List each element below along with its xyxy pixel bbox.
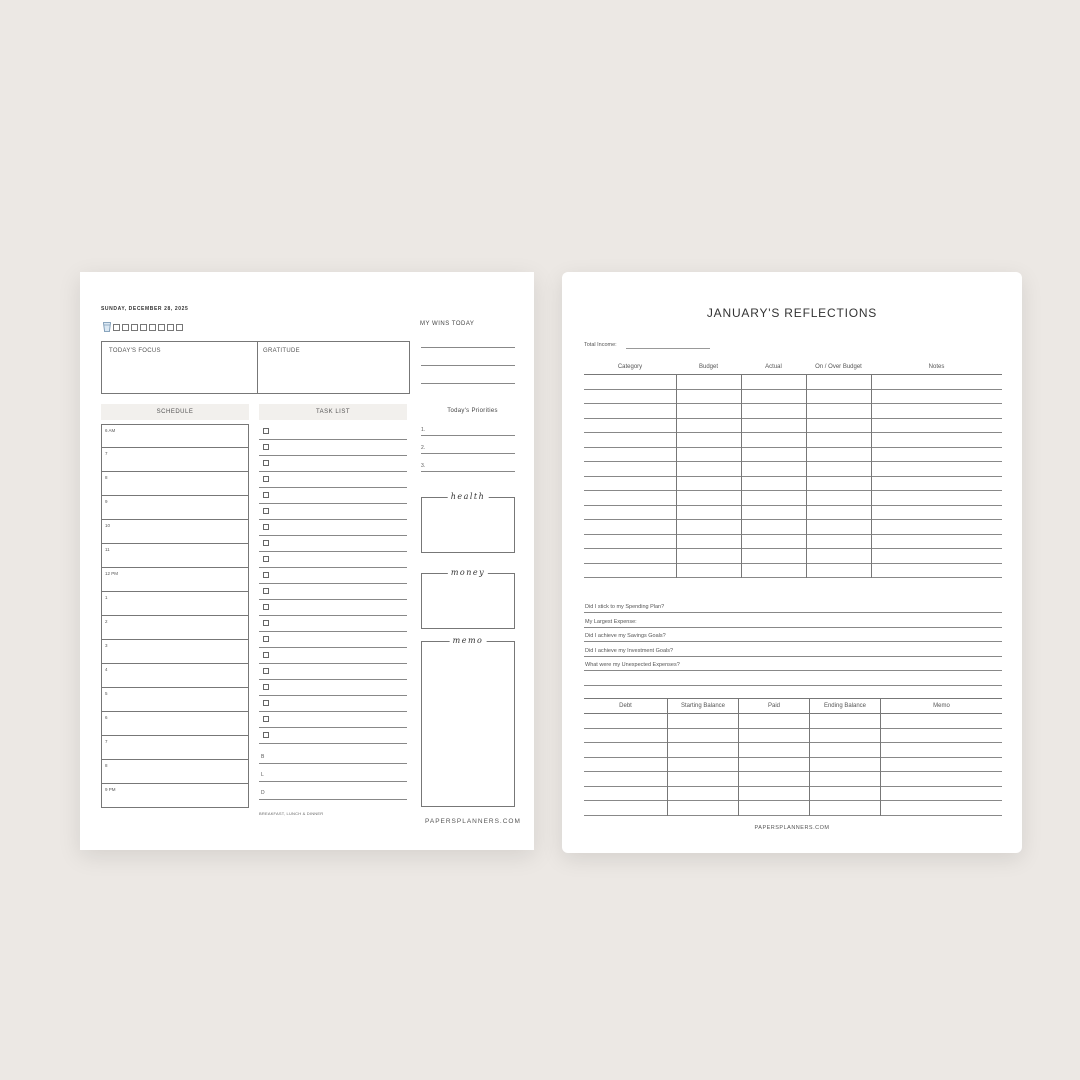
task-checkbox[interactable]: [263, 700, 269, 706]
budget-cell[interactable]: [676, 389, 741, 404]
budget-cell[interactable]: [871, 375, 1002, 390]
budget-row: [584, 563, 1002, 578]
footer-brand: PAPERSPLANNERS.COM: [425, 818, 521, 825]
task-checkbox[interactable]: [263, 716, 269, 722]
wins-line: [421, 347, 515, 348]
debt-cell[interactable]: [810, 714, 881, 729]
budget-cell[interactable]: [741, 375, 806, 390]
task-checkbox[interactable]: [263, 588, 269, 594]
schedule-hour-label: 11: [105, 547, 110, 552]
budget-cell[interactable]: [676, 491, 741, 506]
memo-title: memo: [450, 636, 487, 645]
budget-row: [584, 476, 1002, 491]
schedule-row[interactable]: [101, 472, 249, 496]
question-label: My Largest Expense:: [585, 618, 637, 625]
budget-cell[interactable]: [741, 563, 806, 578]
gratitude-label: GRATITUDE: [263, 348, 300, 354]
budget-cell[interactable]: [806, 447, 871, 462]
debt-cell[interactable]: [739, 772, 810, 787]
schedule-row[interactable]: [101, 496, 249, 520]
budget-row: [584, 375, 1002, 390]
budget-cell[interactable]: [871, 563, 1002, 578]
debt-cell[interactable]: [584, 743, 668, 758]
water-checkbox[interactable]: [122, 324, 129, 331]
reflections-page: [562, 272, 1022, 853]
budget-cell[interactable]: [806, 462, 871, 477]
budget-cell[interactable]: [806, 404, 871, 419]
wins-line: [421, 365, 515, 366]
budget-cell[interactable]: [741, 505, 806, 520]
budget-cell[interactable]: [806, 505, 871, 520]
budget-cell[interactable]: [676, 462, 741, 477]
budget-cell[interactable]: [806, 534, 871, 549]
task-row[interactable]: [259, 648, 407, 664]
debt-body: [584, 714, 1002, 816]
debt-cell[interactable]: [739, 714, 810, 729]
focus-divider: [257, 342, 258, 393]
budget-cell[interactable]: [871, 404, 1002, 419]
question-label: Did I stick to my Spending Plan?: [585, 604, 665, 610]
schedule-row[interactable]: [101, 568, 249, 592]
schedule-hour-label: 9: [105, 499, 108, 504]
debt-cell[interactable]: [881, 714, 1003, 729]
budget-cell[interactable]: [806, 433, 871, 448]
water-checkbox[interactable]: [158, 324, 165, 331]
budget-cell[interactable]: [806, 549, 871, 564]
budget-cell[interactable]: [871, 389, 1002, 404]
task-checkbox[interactable]: [263, 524, 269, 530]
task-row[interactable]: [259, 632, 407, 648]
debt-cell[interactable]: [881, 786, 1003, 801]
income-label: Total Income:: [584, 342, 617, 348]
schedule-row[interactable]: [101, 520, 249, 544]
schedule-row[interactable]: [101, 640, 249, 664]
task-checkbox[interactable]: [263, 636, 269, 642]
budget-cell[interactable]: [584, 563, 676, 578]
schedule-row[interactable]: [101, 424, 249, 448]
schedule-hour-label: 1: [105, 595, 108, 600]
debt-row: [584, 801, 1002, 816]
debt-cell[interactable]: [739, 786, 810, 801]
budget-cell[interactable]: [806, 389, 871, 404]
budget-cell[interactable]: [871, 491, 1002, 506]
debt-cell[interactable]: [881, 728, 1003, 743]
budget-cell[interactable]: [676, 404, 741, 419]
task-row[interactable]: [259, 424, 407, 440]
budget-cell[interactable]: [584, 433, 676, 448]
water-checkbox[interactable]: [149, 324, 156, 331]
water-checkbox[interactable]: [140, 324, 147, 331]
debt-cell[interactable]: [668, 743, 739, 758]
budget-row: [584, 433, 1002, 448]
debt-cell[interactable]: [739, 757, 810, 772]
budget-row: [584, 505, 1002, 520]
wins-line: [421, 383, 515, 384]
debt-cell[interactable]: [881, 743, 1003, 758]
task-checkbox[interactable]: [263, 620, 269, 626]
water-checkbox[interactable]: [176, 324, 183, 331]
question-row[interactable]: [584, 613, 1002, 628]
debt-cell[interactable]: [881, 801, 1003, 816]
money-box: [421, 568, 515, 629]
water-checkbox[interactable]: [131, 324, 138, 331]
budget-cell[interactable]: [871, 505, 1002, 520]
schedule-hour-label: 6 AM: [105, 428, 116, 433]
debt-header-row: [584, 699, 1002, 714]
header-cell: Actual: [765, 364, 782, 370]
budget-cell[interactable]: [871, 447, 1002, 462]
budget-cell[interactable]: [584, 505, 676, 520]
debt-cell[interactable]: [881, 757, 1003, 772]
budget-row: [584, 520, 1002, 535]
task-row[interactable]: [259, 696, 407, 712]
budget-table: [584, 360, 1002, 578]
task-checkbox[interactable]: [263, 604, 269, 610]
schedule-hour-label: 3: [105, 643, 108, 648]
budget-cell[interactable]: [741, 418, 806, 433]
task-checkbox[interactable]: [263, 428, 269, 434]
budget-cell[interactable]: [584, 404, 676, 419]
focus-gratitude-box: [101, 341, 410, 394]
memo-box: [421, 636, 515, 807]
debt-row: [584, 786, 1002, 801]
budget-cell[interactable]: [584, 462, 676, 477]
budget-cell[interactable]: [871, 462, 1002, 477]
schedule-row[interactable]: [101, 712, 249, 736]
debt-cell[interactable]: [584, 714, 668, 729]
debt-cell[interactable]: [739, 743, 810, 758]
budget-row: [584, 389, 1002, 404]
task-checkbox[interactable]: [263, 684, 269, 690]
budget-cell[interactable]: [584, 389, 676, 404]
header-cell: Ending Balance: [810, 699, 881, 714]
question-label: Did I achieve my Investment Goals?: [585, 647, 674, 654]
question-label: What were my Unexpected Expenses?: [585, 662, 680, 668]
task-row[interactable]: [259, 568, 407, 584]
schedule-hour-label: 9 PM: [105, 787, 116, 792]
meals-caption: BREAKFAST, LUNCH & DINNER: [259, 811, 324, 816]
priority-row: [421, 422, 515, 436]
budget-cell[interactable]: [871, 433, 1002, 448]
task-checkbox[interactable]: [263, 444, 269, 450]
budget-cell[interactable]: [741, 549, 806, 564]
budget-cell[interactable]: [584, 534, 676, 549]
debt-table: [584, 698, 1002, 816]
budget-cell[interactable]: [806, 563, 871, 578]
schedule-hour-label: 8: [105, 475, 108, 480]
schedule-column: [101, 424, 249, 808]
income-line: [626, 348, 710, 349]
budget-cell[interactable]: [741, 404, 806, 419]
budget-row: [584, 534, 1002, 549]
header-cell: Debt: [619, 703, 632, 709]
budget-row: [584, 549, 1002, 564]
debt-cell[interactable]: [810, 743, 881, 758]
task-row[interactable]: [259, 680, 407, 696]
schedule-hour-label: 7: [105, 739, 108, 744]
budget-cell[interactable]: [584, 476, 676, 491]
header-cell: Memo: [881, 699, 1003, 714]
schedule-row[interactable]: [101, 448, 249, 472]
schedule-hour-label: 7: [105, 451, 108, 456]
budget-cell[interactable]: [676, 418, 741, 433]
schedule-hour-label: 2: [105, 619, 108, 624]
question-row[interactable]: [584, 656, 1002, 671]
task-checkbox[interactable]: [263, 732, 269, 738]
task-row[interactable]: [259, 584, 407, 600]
meal-label: L: [261, 772, 264, 778]
budget-cell[interactable]: [871, 520, 1002, 535]
budget-cell[interactable]: [584, 447, 676, 462]
task-row[interactable]: [259, 520, 407, 536]
schedule-row[interactable]: [101, 760, 249, 784]
task-row[interactable]: [259, 472, 407, 488]
schedule-row[interactable]: [101, 688, 249, 712]
priorities-title: Today's Priorities: [447, 408, 498, 414]
debt-cell[interactable]: [810, 786, 881, 801]
budget-header-row: [584, 360, 1002, 375]
meal-row[interactable]: [259, 764, 407, 782]
task-row[interactable]: [259, 600, 407, 616]
health-box: [421, 492, 515, 553]
budget-cell[interactable]: [676, 505, 741, 520]
task-checkbox[interactable]: [263, 652, 269, 658]
header-cell: Starting Balance: [668, 699, 739, 714]
task-checkbox[interactable]: [263, 572, 269, 578]
debt-cell[interactable]: [810, 801, 881, 816]
budget-cell[interactable]: [806, 418, 871, 433]
task-row[interactable]: [259, 536, 407, 552]
meal-row[interactable]: [259, 782, 407, 800]
schedule-row[interactable]: [101, 784, 249, 808]
schedule-row[interactable]: [101, 544, 249, 568]
debt-cell[interactable]: [810, 728, 881, 743]
debt-row: [584, 728, 1002, 743]
priority-number: 2.: [421, 445, 426, 451]
daily-planner-page: [80, 272, 534, 850]
money-title: money: [448, 568, 488, 577]
debt-row: [584, 743, 1002, 758]
focus-label: TODAY'S FOCUS: [109, 348, 161, 354]
question-row[interactable]: [584, 642, 1002, 657]
task-checkbox[interactable]: [263, 508, 269, 514]
task-checkbox[interactable]: [263, 668, 269, 674]
debt-cell[interactable]: [668, 728, 739, 743]
water-checkbox[interactable]: [167, 324, 174, 331]
schedule-row[interactable]: [101, 664, 249, 688]
debt-cell[interactable]: [584, 757, 668, 772]
budget-cell[interactable]: [741, 520, 806, 535]
task-row[interactable]: [259, 616, 407, 632]
water-cup-icon: [103, 322, 111, 332]
budget-cell[interactable]: [806, 520, 871, 535]
schedule-hour-label: 6: [105, 715, 108, 720]
budget-cell[interactable]: [871, 418, 1002, 433]
schedule-hour-label: 12 PM: [105, 571, 119, 576]
budget-body: [584, 375, 1002, 578]
task-row[interactable]: [259, 456, 407, 472]
task-checkbox[interactable]: [263, 460, 269, 466]
debt-cell[interactable]: [668, 801, 739, 816]
task-row[interactable]: [259, 712, 407, 728]
budget-cell[interactable]: [741, 462, 806, 477]
priority-row: [421, 458, 515, 472]
budget-cell[interactable]: [676, 476, 741, 491]
task-row[interactable]: [259, 664, 407, 680]
schedule-header: SCHEDULE: [101, 404, 249, 420]
budget-cell[interactable]: [741, 447, 806, 462]
water-tracker: [103, 322, 183, 332]
header-cell: Notes: [928, 364, 945, 370]
meal-label: B: [261, 754, 265, 760]
budget-cell[interactable]: [741, 491, 806, 506]
budget-cell[interactable]: [584, 491, 676, 506]
schedule-hour-label: 4: [105, 667, 108, 672]
debt-row: [584, 714, 1002, 729]
wins-title: MY WINS TODAY: [420, 321, 475, 327]
header-cell: Budget: [698, 364, 719, 370]
priority-number: 1.: [421, 427, 426, 433]
debt-cell[interactable]: [584, 772, 668, 787]
budget-cell[interactable]: [806, 476, 871, 491]
task-checkbox[interactable]: [263, 492, 269, 498]
debt-cell[interactable]: [584, 786, 668, 801]
budget-cell[interactable]: [741, 534, 806, 549]
debt-row: [584, 757, 1002, 772]
debt-cell[interactable]: [584, 801, 668, 816]
question-row[interactable]: [584, 671, 1002, 686]
budget-cell[interactable]: [584, 418, 676, 433]
budget-row: [584, 447, 1002, 462]
debt-cell[interactable]: [739, 728, 810, 743]
header-cell: On / Over Budget: [815, 364, 862, 370]
question-label: Did I achieve my Savings Goals?: [585, 633, 666, 639]
task-checkbox[interactable]: [263, 476, 269, 482]
health-title: health: [448, 492, 489, 501]
task-row[interactable]: [259, 552, 407, 568]
question-row[interactable]: [584, 598, 1002, 613]
water-checkboxes: [113, 324, 183, 331]
task-row[interactable]: [259, 488, 407, 504]
task-row[interactable]: [259, 440, 407, 456]
budget-cell[interactable]: [584, 375, 676, 390]
task-row[interactable]: [259, 728, 407, 744]
debt-cell[interactable]: [810, 772, 881, 787]
task-list-header: TASK LIST: [259, 404, 407, 420]
debt-cell[interactable]: [810, 757, 881, 772]
budget-cell[interactable]: [676, 549, 741, 564]
meal-row[interactable]: [259, 746, 407, 764]
task-checkbox[interactable]: [263, 556, 269, 562]
budget-cell[interactable]: [806, 491, 871, 506]
budget-row: [584, 404, 1002, 419]
debt-cell[interactable]: [881, 772, 1003, 787]
task-row[interactable]: [259, 504, 407, 520]
budget-row: [584, 462, 1002, 477]
water-checkbox[interactable]: [113, 324, 120, 331]
budget-cell[interactable]: [871, 549, 1002, 564]
budget-cell[interactable]: [871, 476, 1002, 491]
budget-cell[interactable]: [676, 375, 741, 390]
task-list-column: [259, 424, 407, 800]
budget-cell[interactable]: [676, 563, 741, 578]
debt-cell[interactable]: [668, 714, 739, 729]
budget-cell[interactable]: [676, 520, 741, 535]
budget-row: [584, 418, 1002, 433]
question-row[interactable]: [584, 627, 1002, 642]
schedule-row[interactable]: [101, 616, 249, 640]
meal-label: D: [261, 790, 265, 796]
budget-cell[interactable]: [741, 433, 806, 448]
debt-cell[interactable]: [668, 772, 739, 787]
budget-cell[interactable]: [676, 447, 741, 462]
header-cell: Category: [617, 364, 643, 370]
debt-cell[interactable]: [668, 786, 739, 801]
debt-cell[interactable]: [584, 728, 668, 743]
debt-cell[interactable]: [668, 757, 739, 772]
budget-cell[interactable]: [871, 534, 1002, 549]
page-title: JANUARY'S REFLECTIONS: [706, 306, 878, 320]
budget-cell[interactable]: [676, 534, 741, 549]
schedule-hour-label: 5: [105, 691, 108, 696]
budget-cell[interactable]: [676, 433, 741, 448]
schedule-row[interactable]: [101, 592, 249, 616]
budget-cell[interactable]: [584, 549, 676, 564]
debt-row: [584, 772, 1002, 787]
schedule-hour-label: 10: [105, 523, 111, 528]
footer-brand: PAPERSPLANNERS.COM: [754, 825, 830, 831]
budget-cell[interactable]: [806, 375, 871, 390]
priority-row: [421, 440, 515, 454]
schedule-row[interactable]: [101, 736, 249, 760]
budget-cell[interactable]: [741, 476, 806, 491]
header-cell: Paid: [739, 699, 810, 714]
priority-number: 3.: [421, 463, 426, 469]
schedule-hour-label: 8: [105, 763, 108, 768]
debt-cell[interactable]: [739, 801, 810, 816]
date-label: SUNDAY, DECEMBER 28, 2025: [101, 306, 189, 312]
budget-row: [584, 491, 1002, 506]
budget-cell[interactable]: [584, 520, 676, 535]
budget-cell[interactable]: [741, 389, 806, 404]
task-checkbox[interactable]: [263, 540, 269, 546]
